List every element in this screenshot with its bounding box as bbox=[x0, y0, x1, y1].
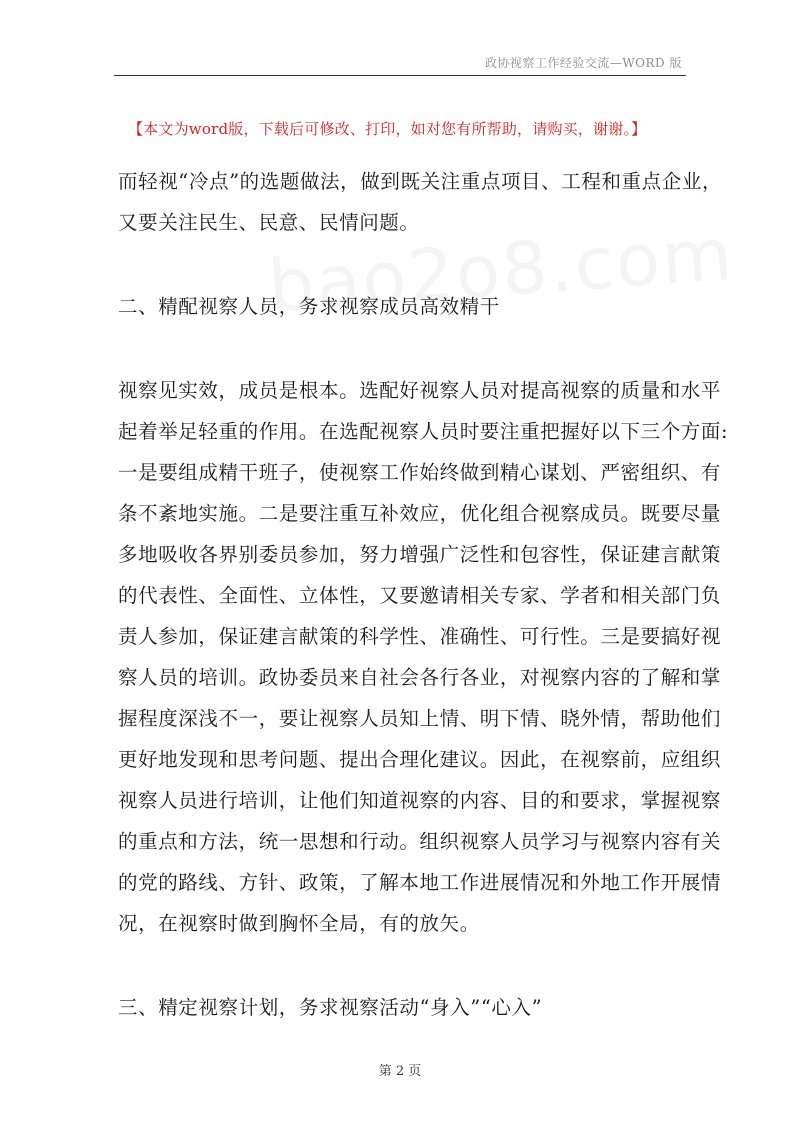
body-line: 视察见实效，成员是根本。选配好视察人员对提高视察的质量和水平 bbox=[118, 379, 722, 402]
running-header-title: 政协视察工作经验交流—WORD 版 bbox=[484, 56, 682, 70]
body-line: 一是要组成精干班子，使视察工作始终做到精心谋划、严密组织、有 bbox=[118, 461, 722, 484]
body-line: 起着举足轻重的作用。在选配视察人员时要注重把握好以下三个方面: bbox=[118, 420, 729, 443]
body-line: 而轻视“冷点”的选题做法，做到既关注重点项目、工程和重点企业， bbox=[118, 170, 723, 193]
body-line: 的代表性、全面性、立体性，又要邀请相关专家、学者和相关部门负 bbox=[118, 584, 722, 607]
section-heading: 三、精定视察计划，务求视察活动“身入”“心入” bbox=[118, 996, 543, 1019]
body-line: 视察人员进行培训，让他们知道视察的内容、目的和要求，掌握视察 bbox=[118, 789, 722, 812]
body-line: 的党的路线、方针、政策，了解本地工作进展情况和外地工作开展情 bbox=[118, 871, 722, 894]
header-divider bbox=[114, 75, 686, 76]
download-notice: 【本文为word版，下载后可修改、打印，如对您有所帮助，请购买，谢谢。】 bbox=[128, 120, 647, 138]
body-line: 察人员的培训。政协委员来自社会各行各业，对视察内容的了解和掌 bbox=[118, 666, 722, 689]
body-line: 责人参加，保证建言献策的科学性、准确性、可行性。三是要搞好视 bbox=[118, 625, 722, 648]
body-line: 更好地发现和思考问题、提出合理化建议。因此，在视察前，应组织 bbox=[118, 748, 722, 771]
body-line: 的重点和方法，统一思想和行动。组织视察人员学习与视察内容有关 bbox=[118, 830, 722, 853]
page-number: 第 2 页 bbox=[378, 1064, 422, 1079]
body-line: 握程度深浅不一，要让视察人员知上情、明下情、晓外情，帮助他们 bbox=[118, 707, 722, 730]
body-line: 况，在视察时做到胸怀全局，有的放矢。 bbox=[118, 912, 480, 935]
section-heading: 二、精配视察人员，务求视察成员高效精干 bbox=[118, 295, 500, 318]
body-line: 多地吸收各界别委员参加，努力增强广泛性和包容性，保证建言献策 bbox=[118, 543, 722, 566]
body-line: 条不紊地实施。二是要注重互补效应，优化组合视察成员。既要尽量 bbox=[118, 502, 722, 525]
body-line: 又要关注民生、民意、民情问题。 bbox=[118, 211, 420, 234]
